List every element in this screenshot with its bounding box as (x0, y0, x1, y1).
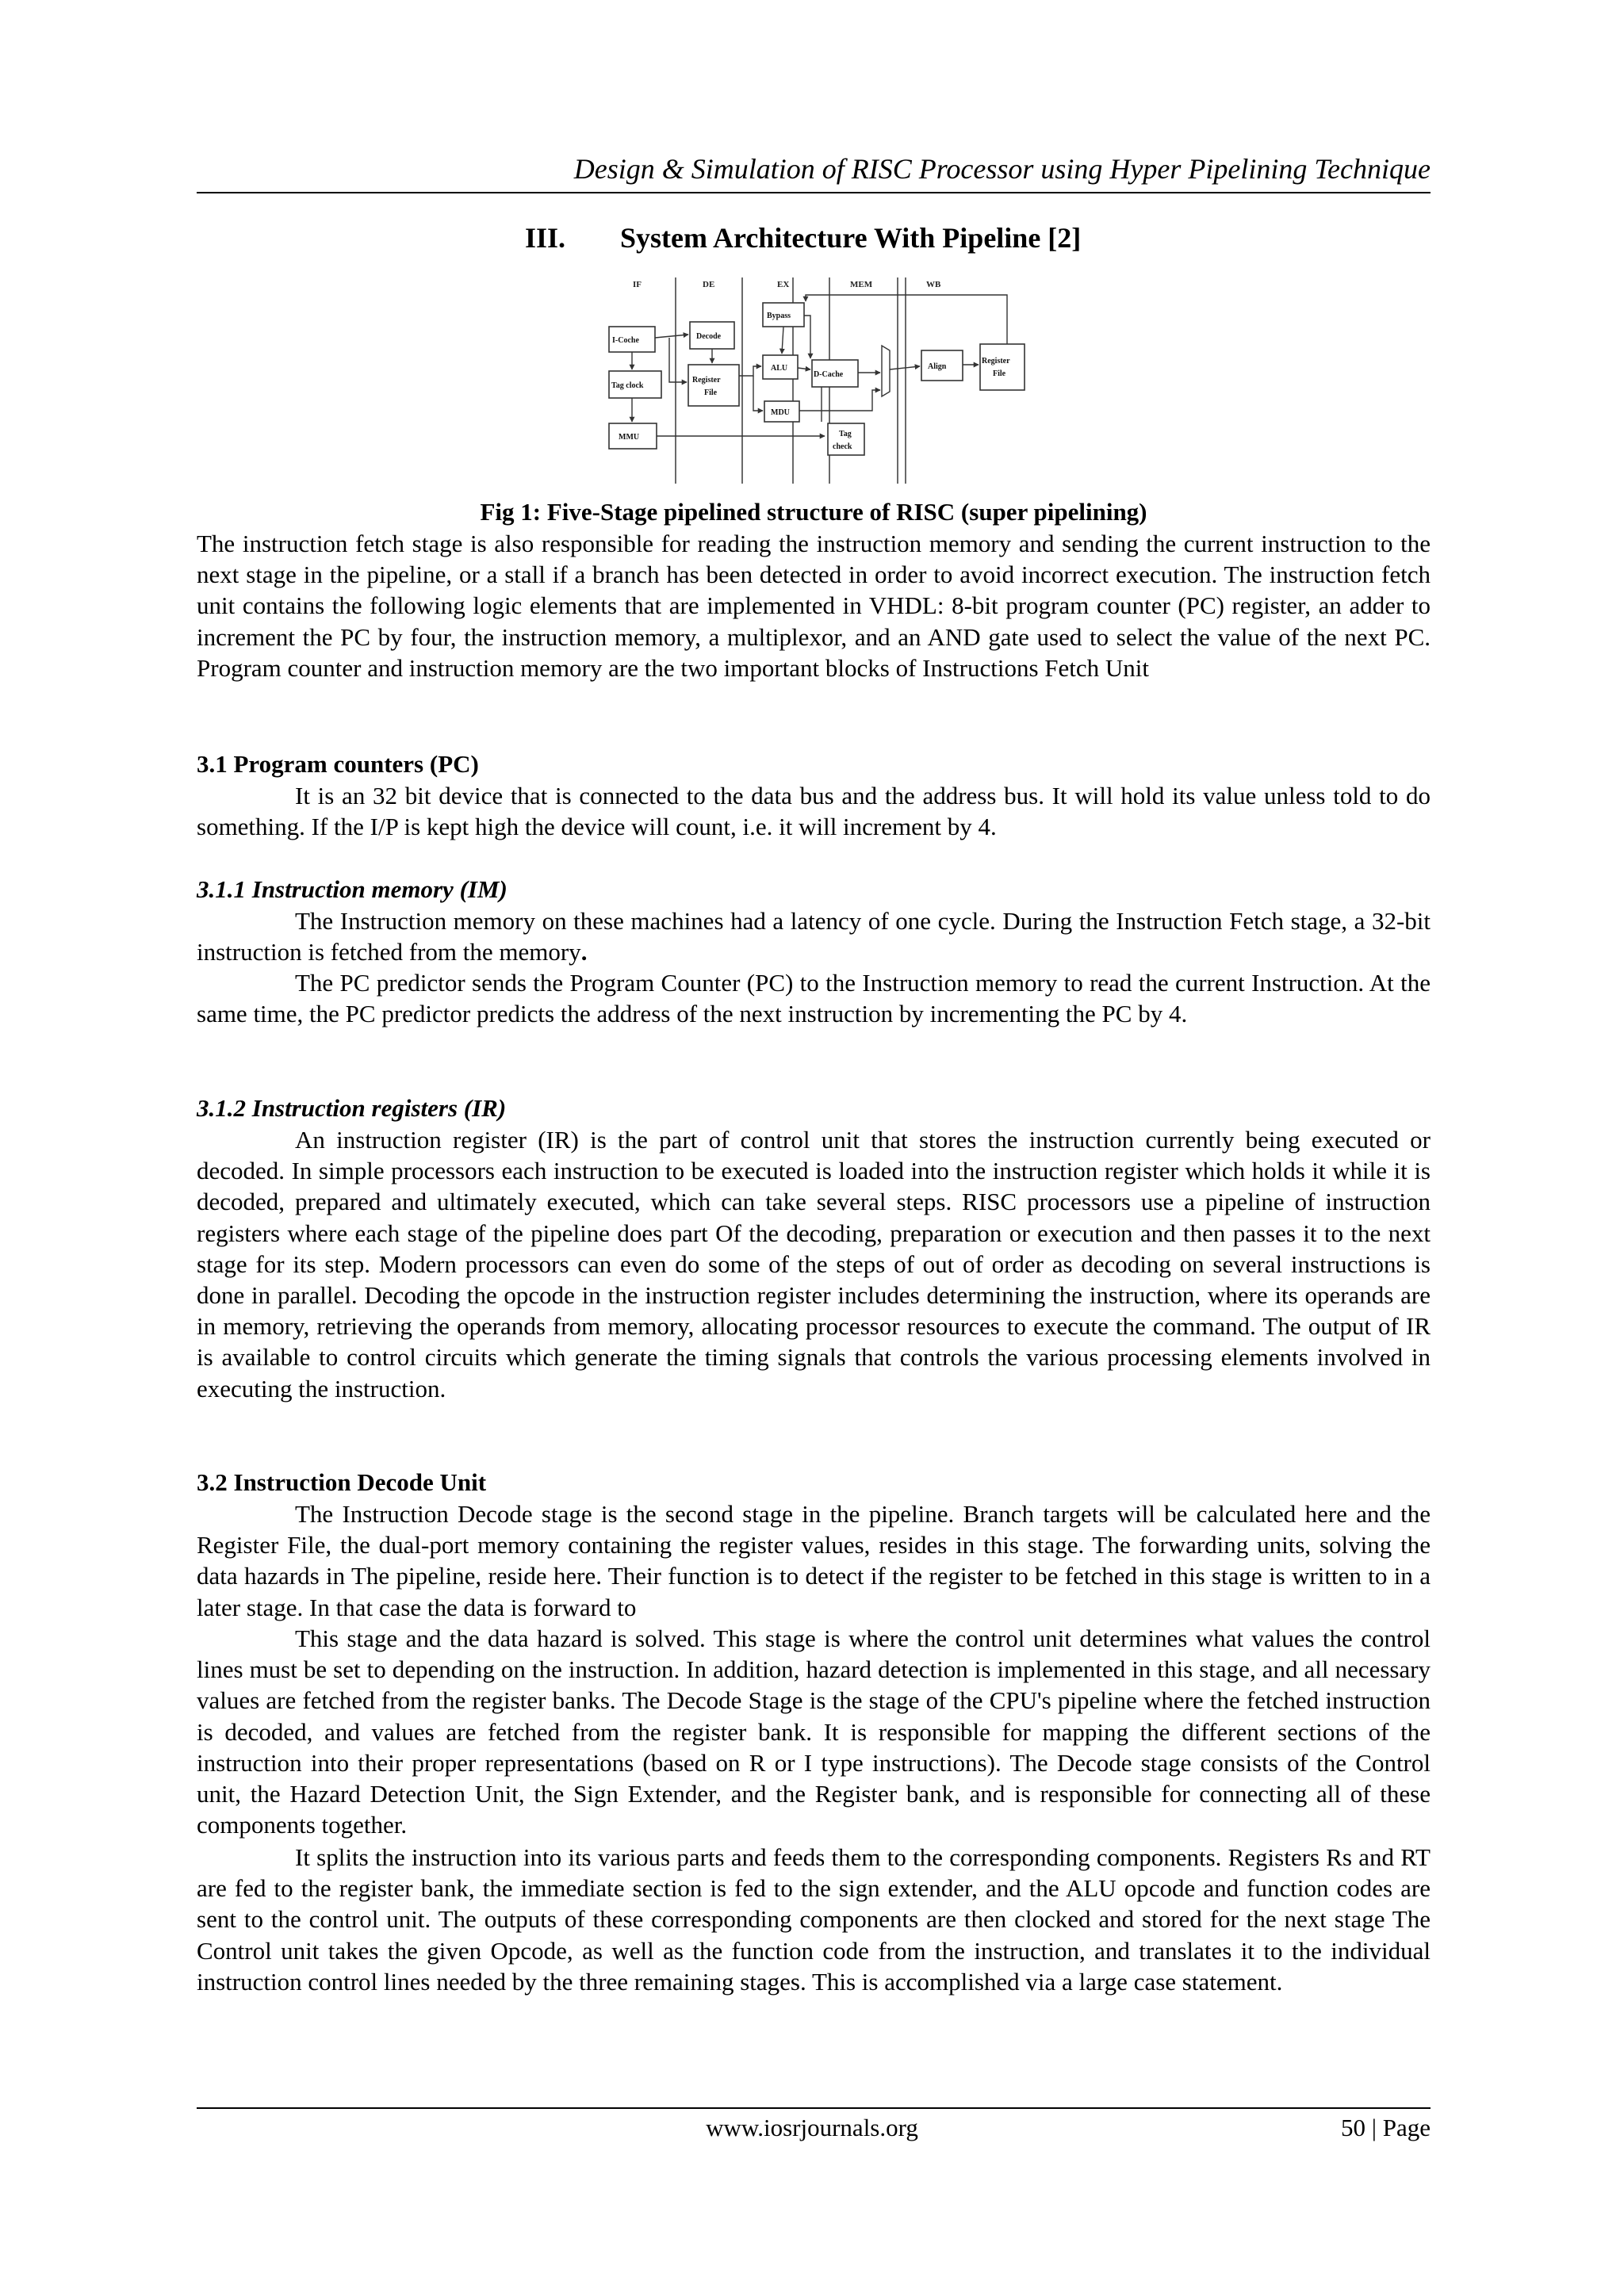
paragraph-3-2-b: This stage and the data hazard is solved. This stage is where the control unit determines what values the control lines must be set to depending on the instruction. In addition, hazard detection is implemented in this stage, and all necessary values are fetched from the register banks. The Decode Stage is the stage of the CPU's pipeline where the fetched instruction is decoded, and values are fetched from the register bank. It is responsible for mapping the different sections of the instruction into their proper representations (based on R or I type instructions). The Decode stage consists of the Control unit, the Hazard Detection Unit, the Sign Extender, and the Register bank, and is responsible for connecting all of these components together. (197, 1624, 1431, 1839)
dcache-label: D-Cache (814, 370, 844, 379)
decode-label: Decode (696, 332, 722, 341)
paragraph-3-1-1-a-period: . (580, 938, 588, 966)
header-rule (197, 192, 1431, 193)
tag-clock-label: Tag clock (611, 381, 644, 390)
mmu-label: MMU (619, 433, 640, 442)
section-number: III. (525, 222, 566, 254)
register-file-wb-block (980, 344, 1025, 390)
heading-3-2: 3.2 Instruction Decode Unit (197, 1468, 487, 1496)
paragraph-3-1-1-a (197, 905, 1431, 967)
paragraph-3-1: It is an 32 bit device that is connected to the data bus and the address bus. It will hold its value unless told to do something. If the I/P is kept high the device will count, i.e. it will increment by 4. (197, 782, 1431, 841)
stage-label-if: IF (633, 280, 642, 289)
paragraph-3-2-c: It splits the instruction into its various parts and feeds them to the corresponding components. Registers Rs and RT are fed to the register bank, the immediate section is fed to the sign extender, and the ALU opcode and function codes are sent to the control unit. The outputs of these corresponding components are then clocked and stored for the next stage The Control unit takes the given Opcode, as well as the function code from the instruction, and translates it to the individual instruction control lines needed by the three remaining stages. This is accomplished via a large case statement. (197, 1843, 1431, 1996)
paragraph-3-1-2: An instruction register (IR) is the part of control unit that stores the instruction currently being executed or decoded. In simple processors each instruction to be executed is loaded into the instruction register which holds it while it is decoded, prepared and ultimately executed, which can take several steps. RISC processors use a pipeline of instruction registers where each stage of the pipeline does part Of the decoding, preparation or execution and then passes it to the next stage for its step. Modern processors can even do some of the steps of out of order as decoding on several instructions is done in parallel. Decoding the opcode in the instruction register includes determining the instruction, where its operands are in memory, retrieving the operands from memory, allocating processor resources to execute the command. The output of IR is available to control circuits which generate the timing signals that controls the various processing elements involved in executing the instruction. (197, 1126, 1431, 1402)
footer-rule (197, 2107, 1431, 2109)
register-file-wb-label-a: Register (982, 357, 1010, 365)
register-file-de-label-a: Register (692, 376, 721, 385)
icache-label: I-Coche (612, 336, 639, 345)
pipeline-diagram (603, 271, 1031, 487)
paragraph-3-1-1-b: The PC predictor sends the Program Counter (PC) to the Instruction memory to read the current Instruction. At the same time, the PC predictor predicts the address of the next instruction by incrementing the PC by 4. (197, 969, 1431, 1028)
section-title: System Architecture With Pipeline [2] (620, 222, 1082, 254)
heading-3-1-1: 3.1.1 Instruction memory (IM) (197, 875, 508, 903)
register-file-de-label-b: File (704, 388, 718, 397)
register-file-de-block (688, 365, 739, 406)
mux-shape (882, 346, 890, 396)
paragraph-3-2-a: The Instruction Decode stage is the second stage in the pipeline. Branch targets will be calculated here and the Register File, the dual-port memory containing the register values, resides in this stage. The forwarding units, solving the data hazards in The pipeline, reside here. Their function is to detect if the register to be fetched in this stage is written to in a later stage. In that case the data is forward to (197, 1500, 1431, 1621)
running-header: Design & Simulation of RISC Processor using Hyper Pipelining Technique (573, 153, 1431, 185)
mdu-label: MDU (771, 408, 790, 417)
section-heading (525, 220, 1081, 255)
footer-url: www.iosrjournals.org (706, 2114, 918, 2141)
stage-label-wb: WB (926, 280, 941, 289)
tag-check-label-b: check (833, 442, 852, 451)
heading-3-1-2: 3.1.2 Instruction registers (IR) (197, 1094, 507, 1122)
tag-check-label-a: Tag (839, 430, 852, 438)
heading-3-1: 3.1 Program counters (PC) (197, 750, 479, 778)
stage-label-de: DE (703, 280, 715, 289)
bypass-label: Bypass (767, 312, 791, 320)
register-file-wb-label-b: File (993, 369, 1006, 378)
alu-label: ALU (771, 364, 788, 373)
intro-paragraph: The instruction fetch stage is also responsible for reading the instruction memory and sending the current instruction to the next stage in the pipeline, or a stall if a branch has been detected in order to avoid incorrect execution. The instruction fetch unit contains the following logic elements that are implemented in VHDL: 8-bit program counter (PC) register, an adder to increment the PC by four, the instruction memory, a multiplexor, and an AND gate used to select the value of the next PC. Program counter and instruction memory are the two important blocks of Instructions Fetch Unit (197, 530, 1431, 682)
stage-label-ex: EX (777, 280, 790, 289)
align-label: Align (928, 362, 947, 371)
figure-caption: Fig 1: Five-Stage pipelined structure of RISC (super pipelining) (480, 498, 1147, 526)
footer-page-number: 50 | Page (1341, 2114, 1431, 2141)
stage-label-mem: MEM (850, 280, 873, 289)
paragraph-3-1-1-a-text: The Instruction memory on these machines had a latency of one cycle. During the Instruction Fetch stage, a 32-bit instruction is fetched from the memory (197, 907, 1431, 966)
